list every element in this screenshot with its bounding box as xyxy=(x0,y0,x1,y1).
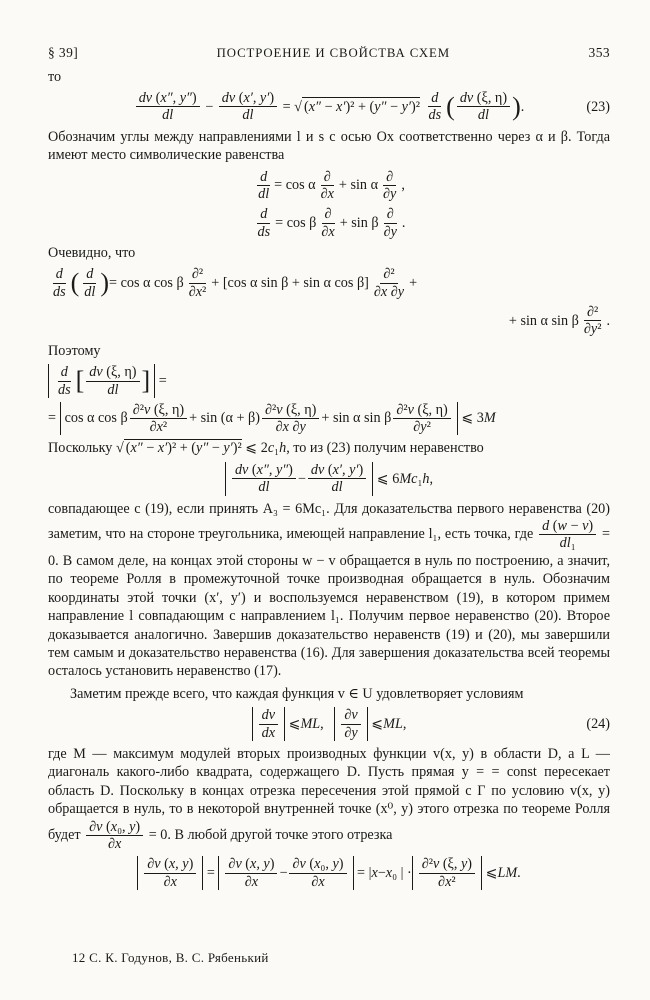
second-derivative-equation-line2: + sin α sin β $\frac{\text{∂²}}{\text{∂y²}}$ . xyxy=(508,304,610,338)
coincides-start: совпадающее с (19), если принять A₃ = 6Mc₁. Для доказательства первого неравенства (20) заметим, что на стороне треугольника, имеющей направление l₁, есть точка, где xyxy=(48,500,610,543)
estimate-line1: $\frac{d}{ds}$ [ $\frac{dv (\xi, \eta)}{dl}$ ] = xyxy=(48,364,610,398)
symbolic-equation-s: $\frac{d}{ds}$ = cos β $\frac{\partial}{\partial x}$ + sin β $\frac{\partial}{\partial y}$ . xyxy=(257,206,406,240)
paragraph-where-m: где M — максимум модулей вторых производных функции v(x, y) в области D, а L — диагональ какого-либо квадрата, содержащего D. Пусть прямая y = = const пересекает область D. Поскольку в концах отрезка пересечения этой прямой с Γ по условию v(x, y) обращается в нуль, то в некоторой внутренней точке (x⁰, y) этого отрезка по теореме Ролля будет $\frac{\text{∂v (x₀, y)}}{\partial x}$ = 0. В любой другой точке этого отрезка xyxy=(48,745,610,853)
paragraph-coincides: совпадающее с (19), если принять A₃ = 6Mc₁. Для доказательства первого неравенства (20) заметим, что на стороне треугольника, имеющей направление l₁, есть точка, где $\frac{d (w - v)}{\text{dl₁}}$ = 0. В самом деле, на концах этой стороны w − v обращается в нуль по построению, а значит, по теореме Ролля в промежуточной точке производная обращается в нуль. Обозначим координаты этой точки (x′, y′) и воспользуемся неравенством (19), в котором примем направление l совпадающим с направлением l₁. Получим первое неравенство (20). Второе доказывается аналогично. Завершив доказательство неравенств (19) и (20), мы завершили тем самым и доказательство неравенства (16). Для завершения доказательства всей теоремы осталось установить неравенство (17). xyxy=(48,500,611,680)
coincides-end: = 0. В самом деле, на концах этой стороны w − v обращается в нуль по построению, а значит, по теореме Ролля в промежуточной точке производная обращается в нуль. Обозначим координаты этой точки (x′, y′) и воспользуемся неравенством (19), в котором примем направление l совпадающим с направлением l₁. Получим первое неравенство (20). Второе доказывается аналогично. Завершив доказательство неравенств (19) и (20), мы завершили тем самым и доказательство неравенства (16). Для завершения доказательства всей теоремы осталось установить неравенство (17). xyxy=(48,526,611,680)
second-derivative-equation-line1: $\frac{d}{ds}$ ( $\frac{d}{dl}$ ) = cos α cos β $\frac{\text{∂²}}{\text{∂x²}}$ + [cos α sin β + sin α cos β] $\frac{\text{∂²}}{\partial x \partial y}$ + xyxy=(53,266,418,300)
paragraph-angles: Обозначим углы между направлениями l и s с осью Ox соответственно через α и β. Тогда имеют место символические равенства xyxy=(48,128,610,164)
paragraph-note-first: Заметим прежде всего, что каждая функция v ∈ U удовлетворяет условиям xyxy=(70,685,524,702)
section-marker: § 39] xyxy=(48,45,79,60)
estimate-line2: = cos α cos β $\frac{\text{∂²v (ξ, η)}}{\text{∂x²}}$ + sin (α + β) $\frac{\text{∂²v (ξ, η)}}{\partial x \partial y}$ + sin α sin β $\frac{\text{∂²v (ξ, η)}}{\text{∂y²}}$ ⩽ 3 M xyxy=(48,401,496,436)
footer-signature: 12 С. К. Годунов, В. С. Рябенький xyxy=(72,950,269,965)
paragraph-obviously: Очевидно, что xyxy=(48,244,136,261)
equation-number-23: (23) xyxy=(586,98,610,115)
since-word: Поскольку xyxy=(48,440,113,457)
where-m-end: = 0. В любой другой точке этого отрезка xyxy=(148,826,393,843)
paragraph-therefore: Поэтому xyxy=(48,342,101,359)
where-m-start: где M — максимум модулей вторых производных функции v(x, y) в области D, а L — диагональ какого-либо квадрата, содержащего D. Пусть прямая y = = const пересекает область D. Поскольку в концах отрезка пересечения этой прямой с Γ по условию v(x, y) обращается в нуль, то в некоторой внутренней точке (x⁰, y) этого отрезка по теореме Ролля будет xyxy=(48,745,610,843)
equation-24: $\frac{dv}{dx}$ ⩽ ML , $\frac{\partial v}{\partial y}$ ⩽ ML , (24) xyxy=(48,707,610,741)
equation-23: $\frac{dv (x'', y'')}{dl}$ − $\frac{dv (x', y')}{dl}$ = √ (x″ − x′)² + (y″ − y′)² $\frac{d}{ds}$ ( $\frac{dv (\xi, \eta)}{dl}$ ) . (23) xyxy=(48,90,610,124)
since-end: , то из (23) получим неравенство xyxy=(286,440,484,457)
to-word: то xyxy=(48,68,62,85)
final-estimate: $\frac{\partial v (x, y)}{\partial x}$ = $\frac{\partial v (x, y)}{\partial x}$ − $\frac{\text{∂v (x₀, y)}}{\partial x}$ = | x − x ₀ | · $\frac{\text{∂²v (ξ, y)}}{\text{∂x²}}$ ⩽ LM . xyxy=(48,856,610,890)
paragraph-since: Поскольку √ (x″ − x′)² + (y″ − y′)² ⩽ 2c₁h, то из (23) получим неравенство xyxy=(48,440,484,457)
symbolic-equation-l: $\frac{d}{dl}$ = cos α $\frac{\partial}{\partial x}$ + sin α $\frac{\partial}{\partial y}$ , xyxy=(258,168,405,202)
running-header xyxy=(48,44,610,62)
page-number: 353 xyxy=(588,45,610,60)
book-page xyxy=(48,44,610,894)
running-title: ПОСТРОЕНИЕ И СВОЙСТВА СХЕМ xyxy=(216,46,451,60)
equation-number-24: (24) xyxy=(586,715,610,732)
inequality-19-derived: $\frac{dv (x'', y'')}{dl}$ − $\frac{dv (x', y')}{dl}$ ⩽ 6 Mc ₁ h , xyxy=(48,462,610,496)
